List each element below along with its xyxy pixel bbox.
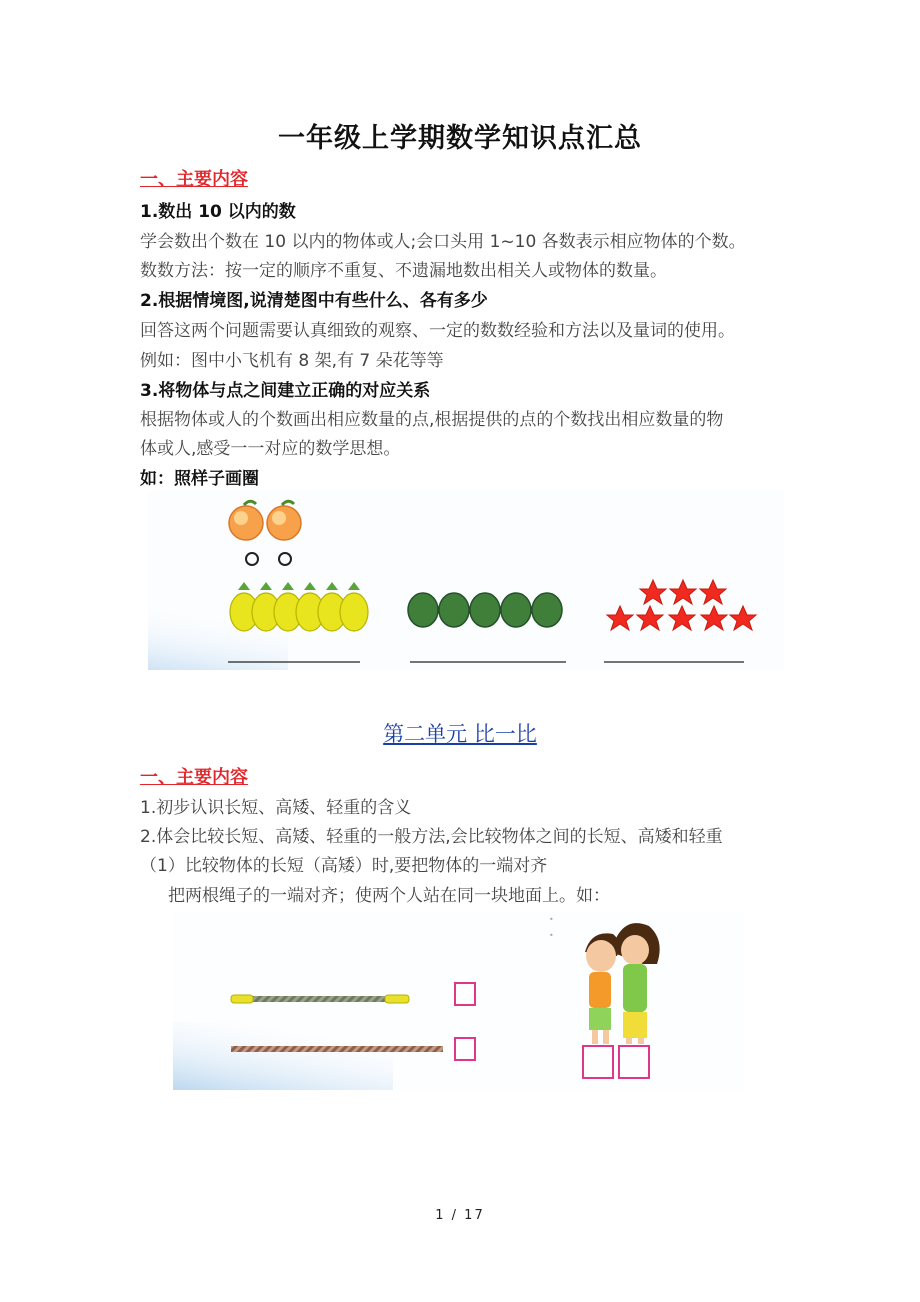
- example-label: 如：照样子画圈: [140, 469, 259, 489]
- paragraph-line: 体或人,感受一一对应的数学思想。: [140, 439, 401, 459]
- pepper-icon: [439, 593, 469, 627]
- section-heading: 一、主要内容: [140, 767, 248, 788]
- svg-text:•: •: [549, 931, 554, 940]
- item-title: 2.根据情境图,说清楚图中有些什么、各有多少: [140, 291, 488, 311]
- paragraph-line: 1.初步认识长短、高矮、轻重的含义: [140, 798, 412, 818]
- paragraph-line: 学会数出个数在 10 以内的物体或人;会口头用 1~10 各数表示相应物体的个数。: [140, 232, 746, 252]
- pepper-icon: [501, 593, 531, 627]
- paragraph-line: 根据物体或人的个数画出相应数量的点,根据提供的点的个数找出相应数量的物: [140, 410, 724, 430]
- rope-long: [231, 1046, 443, 1052]
- paragraph-line: 回答这两个问题需要认真细致的观察、一定的数数经验和方法以及量词的使用。: [140, 321, 735, 341]
- compare-figure: [173, 912, 743, 1090]
- svg-text:•: •: [549, 915, 554, 924]
- pepper-icon: [470, 593, 500, 627]
- pepper-icon: [532, 593, 562, 627]
- item-title: 1.数出 10 以内的数: [140, 202, 296, 222]
- paragraph-line: 例如：图中小飞机有 8 架,有 7 朵花等等: [140, 351, 444, 371]
- page-number: 1 / 17: [435, 1208, 485, 1223]
- section-heading: 一、主要内容: [140, 169, 248, 190]
- pepper-icon: [408, 593, 438, 627]
- rope-short: [231, 995, 409, 1003]
- paragraph-line: 2.体会比较长短、高矮、轻重的一般方法,会比较物体之间的长短、高矮和轻重: [140, 827, 723, 847]
- page-title: 一年级上学期数学知识点汇总: [278, 123, 642, 154]
- unit-title: 第二单元 比一比: [383, 722, 537, 746]
- counting-figure: [148, 490, 784, 670]
- paragraph-line: 数数方法：按一定的顺序不重复、不遗漏地数出相关人或物体的数量。: [140, 261, 667, 281]
- paragraph-line: （1）比较物体的长短（高矮）时,要把物体的一端对齐: [140, 856, 548, 876]
- paragraph-line: 把两根绳子的一端对齐；使两个人站在同一块地面上。如：: [168, 886, 610, 906]
- item-title: 3.将物体与点之间建立正确的对应关系: [140, 381, 431, 401]
- pepper-group: [408, 593, 562, 627]
